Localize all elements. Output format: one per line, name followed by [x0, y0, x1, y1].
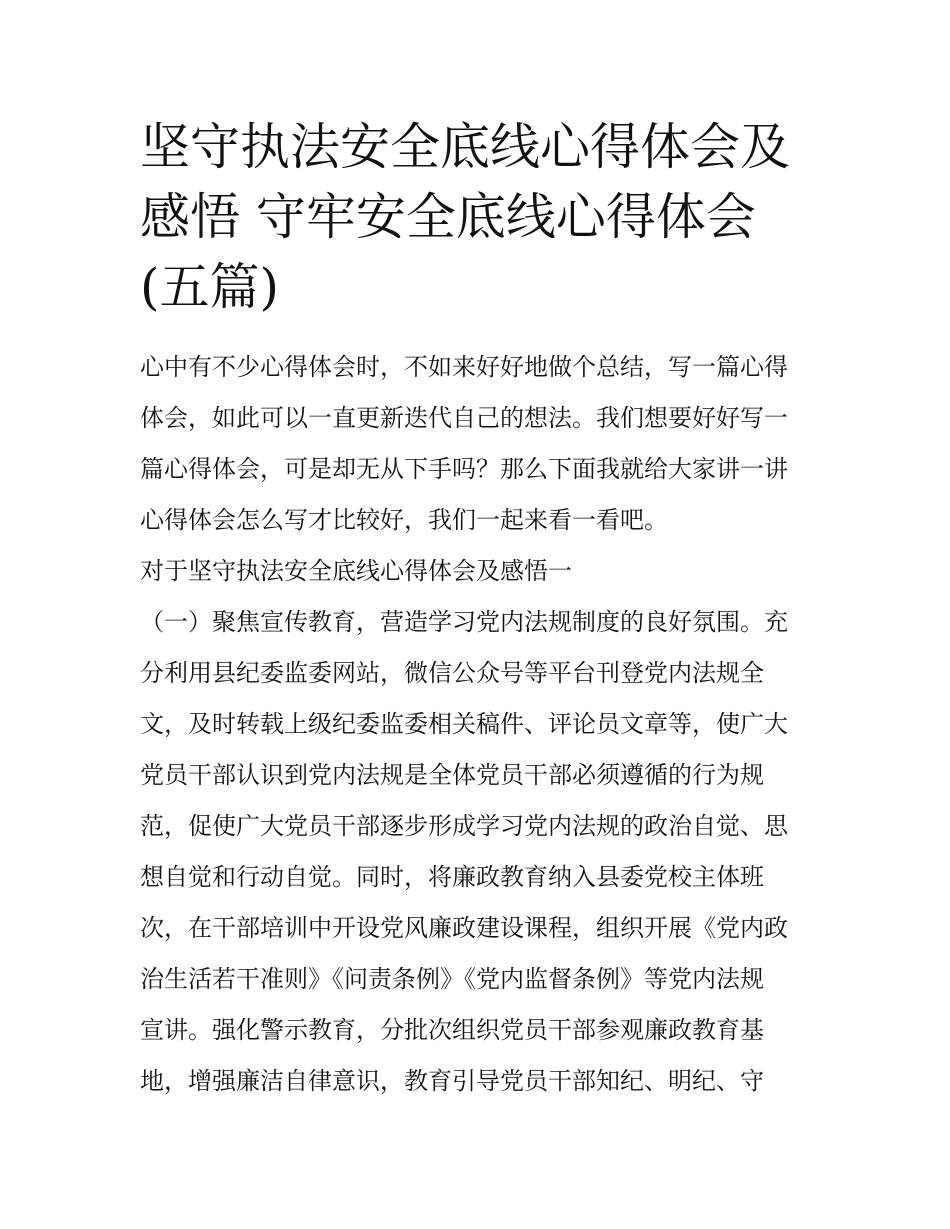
title-line-3: (五篇) — [140, 258, 280, 316]
text-line: 心中有不少心得体会时，不如来好好地做个总结，写一篇心得 — [140, 353, 788, 381]
title-line-2: 感悟 守牢安全底线心得体会 — [140, 188, 756, 246]
text-line: （一）聚焦宣传教育，营造学习党内法规制度的良好氛围。充 — [140, 608, 788, 636]
text-line: 篇心得体会，可是却无从下手吗？那么下面我就给大家讲一讲 — [140, 455, 788, 483]
text-line: 分利用县纪委监委网站，微信公众号等平台刊登党内法规全 — [140, 659, 764, 687]
section-heading-text: 对于坚守执法安全底线心得体会及感悟一 — [140, 557, 572, 585]
text-line: 心得体会怎么写才比较好，我们一起来看一看吧。 — [140, 506, 668, 534]
text-line: 宣讲。强化警示教育，分批次组织党员干部参观廉政教育基 — [140, 1016, 764, 1044]
text-line: 文，及时转载上级纪委监委相关稿件、评论员文章等，使广大 — [140, 710, 788, 738]
title-line-1: 坚守执法安全底线心得体会及 — [140, 118, 790, 176]
text-line: 范，促使广大党员干部逐步形成学习党内法规的政治自觉、思 — [140, 812, 788, 840]
intro-paragraph — [140, 342, 820, 546]
document-content — [140, 112, 820, 1107]
section-paragraph — [140, 597, 820, 1107]
text-line: 想自觉和行动自觉。同时，将廉政教育纳入县委党校主体班 — [140, 863, 764, 891]
text-line: 次，在干部培训中开设党风廉政建设课程，组织开展《党内政 — [140, 914, 788, 942]
text-line: 党员干部认识到党内法规是全体党员干部必须遵循的行为规 — [140, 761, 764, 789]
document-title — [140, 112, 820, 322]
text-line: 体会，如此可以一直更新迭代自己的想法。我们想要好好写一 — [140, 404, 788, 432]
section-heading — [140, 546, 820, 597]
text-line: 地，增强廉洁自律意识，教育引导党员干部知纪、明纪、守 — [140, 1067, 764, 1095]
text-line: 治生活若干准则》《问责条例》《党内监督条例》等党内法规 — [140, 965, 764, 993]
document-body — [140, 342, 820, 1107]
